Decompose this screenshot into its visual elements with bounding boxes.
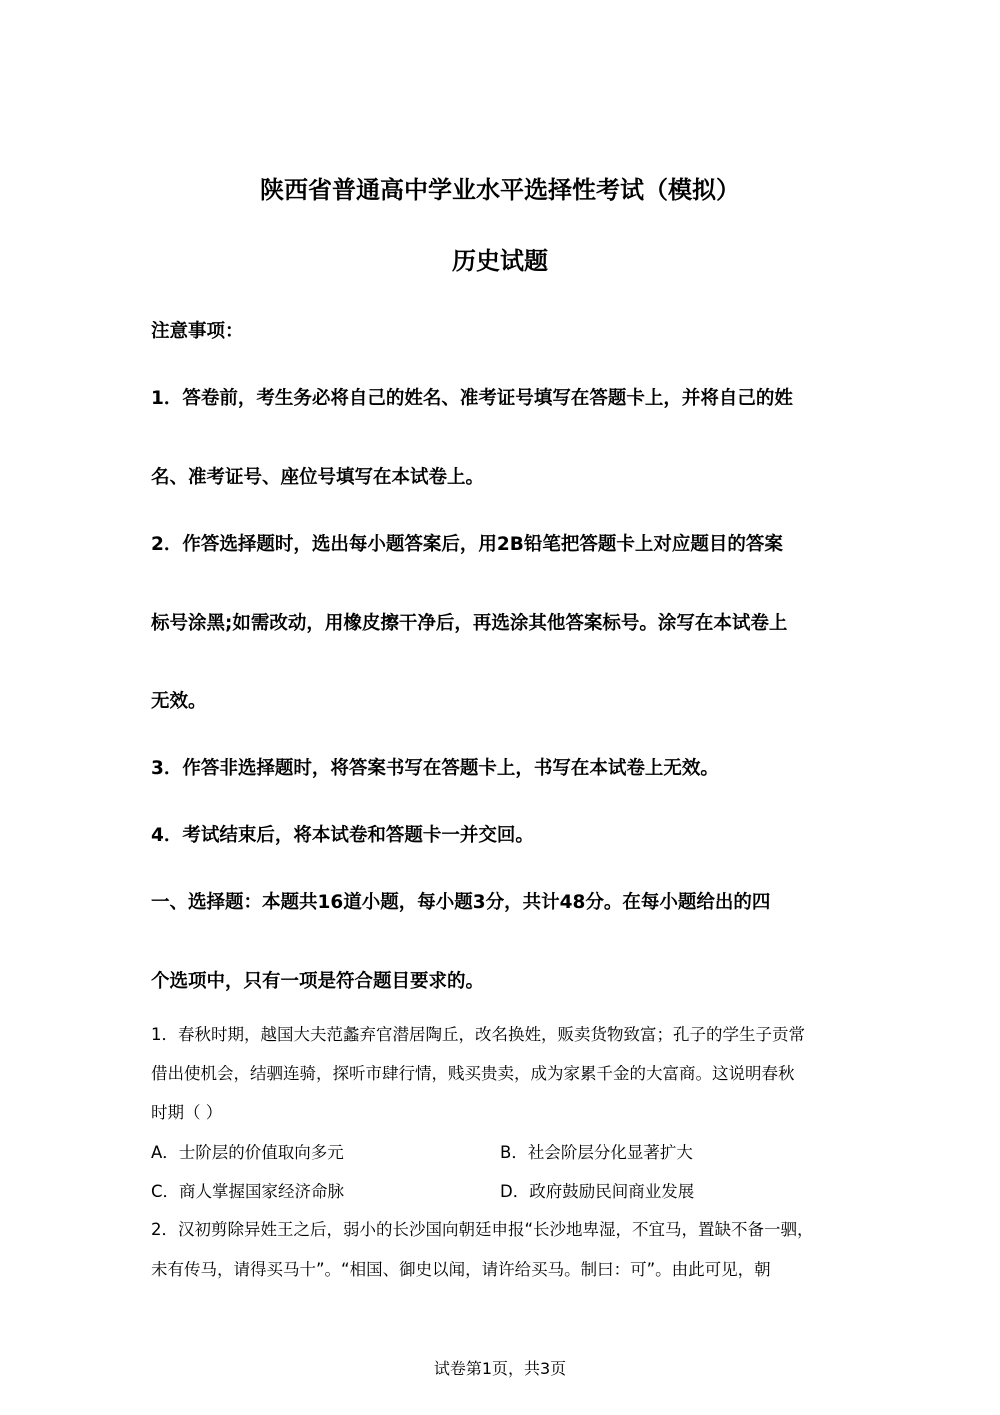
question-1-line-1: 1．春秋时期，越国大夫范蠡弃官潜居陶丘，改名换姓，贩卖货物致富；孔子的学生子贡常 [151, 1025, 805, 1044]
question-1-option-b: B．社会阶层分化显著扩大 [500, 1143, 693, 1162]
question-1-option-c: C．商人掌握国家经济命脉 [151, 1182, 345, 1201]
question-1-line-3: 时期（ ） [151, 1103, 223, 1122]
section-1-heading-line-2: 个选项中，只有一项是符合题目要求的。 [151, 971, 485, 992]
notice-item-2-line-2: 标号涂黑;如需改动，用橡皮擦干净后，再选涂其他答案标号。涂写在本试卷上 [151, 613, 788, 634]
notice-heading: 注意事项： [151, 321, 244, 342]
notice-item-1-line-2: 名、准考证号、座位号填写在本试卷上。 [151, 467, 485, 488]
notice-item-3: 3．作答非选择题时，将答案书写在答题卡上，书写在本试卷上无效。 [151, 758, 719, 779]
question-1-option-a: A．士阶层的价值取向多元 [151, 1143, 344, 1162]
exam-title: 陕西省普通高中学业水平选择性考试（模拟） [260, 176, 740, 204]
question-1-option-d: D．政府鼓励民间商业发展 [500, 1182, 695, 1201]
exam-subtitle: 历史试题 [452, 247, 548, 275]
notice-item-1-line-1: 1．答卷前，考生务必将自己的姓名、准考证号填写在答题卡上，并将自己的姓 [151, 388, 793, 409]
question-2-line-2: 未有传马，请得买马十”。“相国、御史以闻，请许给买马。制曰：可”。由此可见，朝 [151, 1260, 771, 1279]
section-1-heading-line-1: 一、选择题：本题共16道小题，每小题3分，共计48分。在每小题给出的四 [151, 892, 771, 913]
page-footer: 试卷第1页，共3页 [433, 1359, 567, 1378]
notice-item-2-line-1: 2．作答选择题时，选出每小题答案后，用2B铅笔把答题卡上对应题目的答案 [151, 534, 783, 555]
question-1-line-2: 借出使机会，结驷连骑，探听市肆行情，贱买贵卖，成为家累千金的大富商。这说明春秋 [151, 1064, 795, 1083]
notice-item-4: 4．考试结束后，将本试卷和答题卡一并交回。 [151, 825, 534, 846]
notice-item-2-line-3: 无效。 [151, 691, 207, 712]
question-2-line-1: 2．汉初剪除异姓王之后，弱小的长沙国向朝廷申报“长沙地卑湿，不宜马，置缺不备一驷， [151, 1220, 814, 1239]
